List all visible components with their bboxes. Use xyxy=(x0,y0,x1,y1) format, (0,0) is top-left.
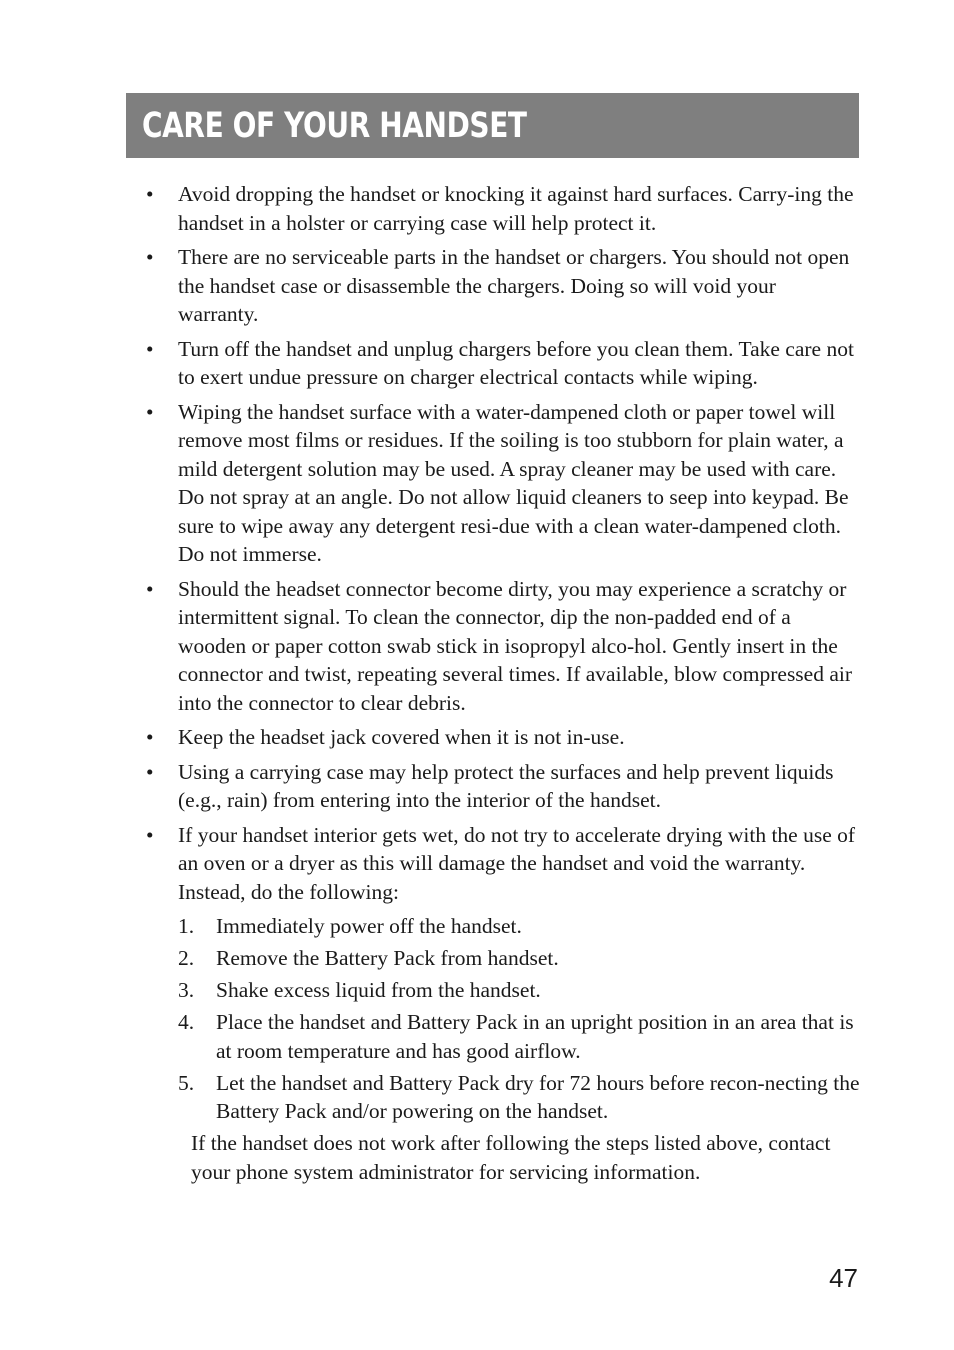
step-item xyxy=(178,944,860,973)
page-number: 47 xyxy=(829,1263,858,1293)
list-item xyxy=(140,758,860,815)
step-text: Let the handset and Battery Pack dry for 72 hours before recon-necting the Battery Pack and/or powering on the handset. xyxy=(216,1070,860,1123)
list-item-text: Keep the headset jack covered when it is not in-use. xyxy=(178,725,625,749)
step-item xyxy=(178,1008,860,1065)
closing-paragraph: If the handset does not work after following the steps listed above, contact your phone system administrator for servicing information. xyxy=(191,1131,831,1184)
step-item xyxy=(178,912,860,941)
step-text: Place the handset and Battery Pack in an upright position in an area that is at room temperature and has good airflow. xyxy=(216,1010,854,1063)
bullet-icon: • xyxy=(146,576,154,601)
list-item-text: If your handset interior gets wet, do not try to accelerate drying with the use of an oven or a dryer as this will damage the handset and void the warranty. Instead, do the following: xyxy=(178,822,856,904)
drying-steps-list xyxy=(178,912,860,1126)
step-text: Remove the Battery Pack from handset. xyxy=(216,946,559,970)
bullet-icon: • xyxy=(146,182,154,206)
step-number: 3. xyxy=(178,978,195,1002)
step-text: Shake excess liquid from the handset. xyxy=(216,978,541,1002)
list-item-text: Wiping the handset surface with a water-dampened cloth or paper towel will remove most films or residues. If the soiling is too stubborn for plain water, a mild detergent solution may be used. A spray cleaner may be used with care. Do not spray at an angle. Do not allow liquid cleaners to seep into keypad. Be sure to wipe away any detergent resi-due with a clean water-dampened cloth. Do not immerse. xyxy=(178,399,849,566)
step-number: 4. xyxy=(178,1010,195,1034)
list-item xyxy=(140,398,860,569)
bullet-icon: • xyxy=(146,725,154,749)
section-title: CARE OF YOUR HANDSET xyxy=(142,105,527,146)
bullet-icon: • xyxy=(146,336,154,361)
list-item-text: Avoid dropping the handset or knocking it against hard surfaces. Carry-ing the handset in a holster or carrying case will help protect it. xyxy=(178,182,854,235)
step-text: Immediately power off the handset. xyxy=(216,914,522,938)
list-item xyxy=(140,821,860,1187)
list-item xyxy=(140,723,860,752)
step-item xyxy=(178,1069,860,1126)
care-instructions-list xyxy=(140,180,860,1186)
list-item-text: Turn off the handset and unplug chargers before you clean them. Take care not to exert undue pressure on charger electrical contacts while wiping. xyxy=(178,336,854,389)
step-number: 1. xyxy=(178,914,195,938)
section-header-banner xyxy=(126,93,859,158)
bullet-icon: • xyxy=(146,759,154,784)
list-item xyxy=(140,575,860,718)
list-item-text: There are no serviceable parts in the handset or chargers. You should not open the handset case or disassemble the chargers. Doing so will void your warranty. xyxy=(178,245,850,326)
list-item-text: Using a carrying case may help protect the surfaces and help prevent liquids (e.g., rain) from entering into the interior of the handset. xyxy=(178,759,834,812)
bullet-icon: • xyxy=(146,822,154,847)
list-item xyxy=(140,243,860,329)
list-item xyxy=(140,180,860,237)
step-number: 2. xyxy=(178,946,195,970)
main-content xyxy=(140,180,860,1192)
step-number: 5. xyxy=(178,1070,195,1095)
list-item xyxy=(140,335,860,392)
bullet-icon: • xyxy=(146,245,154,269)
bullet-icon: • xyxy=(146,399,154,424)
step-item xyxy=(178,976,860,1005)
list-item-text: Should the headset connector become dirty, you may experience a scratchy or intermittent signal. To clean the connector, dip the non-padded end of a wooden or paper cotton swab stick in isopropyl alco-hol. Gently insert in the connector and twist, repeating several times. If available, blow compressed air into the connector to clear debris. xyxy=(178,576,853,715)
